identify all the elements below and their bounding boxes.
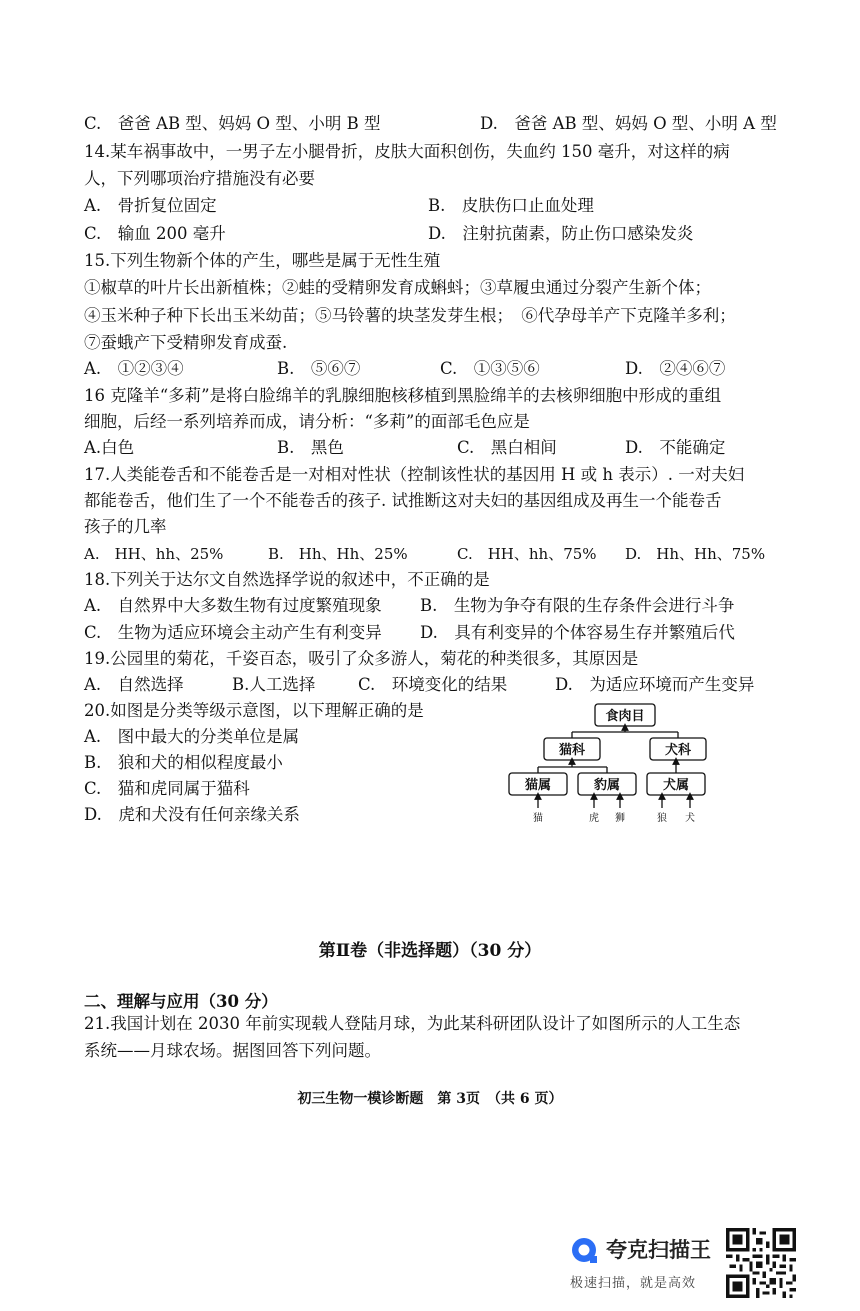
q15-stem: 15.下列生物新个体的产生，哪些是属于无性生殖 [84,251,441,270]
q20-option-a: A. 图中最大的分类单位是属 [84,727,300,746]
q16-option-d: D. 不能确定 [625,438,726,457]
label-order: 食肉目 [605,709,645,724]
label-species-cat: 猫 [533,813,543,824]
scanner-watermark [568,1234,728,1294]
qr-code-icon [726,1228,796,1298]
q17-stem-line1: 17.人类能卷舌和不能卷舌是一对相对性状（控制该性状的基因用 H 或 h 表示）. 一对夫妇 [84,465,745,484]
q15-items-line3: ⑦蚕蛾产下受精卵发育成蚕. [84,333,288,352]
classification-diagram [500,700,730,830]
q18-option-a: A. 自然界中大多数生物有过度繁殖现象 [84,596,382,615]
label-species-lion: 狮 [615,813,625,824]
q20-option-d: D. 虎和犬没有任何亲缘关系 [84,805,300,824]
q21-stem-line1: 21.我国计划在 2030 年前实现载人登陆月球，为此某科研团队设计了如图所示的人工生态 [84,1014,741,1033]
q13-option-d: D. 爸爸 AB 型、妈妈 O 型、小明 A 型 [480,114,777,133]
label-species-dog: 犬 [685,813,695,824]
q15-option-a: A. ①②③④ [84,359,184,378]
part2-title: 第Ⅱ卷（非选择题）（30 分） [318,941,542,961]
q18-option-c: C. 生物为适应环境会主动产生有利变异 [84,623,382,642]
q19-option-d: D. 为适应环境而产生变异 [555,675,755,694]
label-species-tiger: 虎 [589,813,599,824]
q13-option-c: C. 爸爸 AB 型、妈妈 O 型、小明 B 型 [84,114,381,133]
brand-name: 夸克扫描王 [606,1238,711,1262]
label-family-dog: 犬科 [664,743,692,758]
q15-items-line2: ④玉米种子种下长出玉米幼苗；⑤马铃薯的块茎发芽生根； ⑥代孕母羊产下克隆羊多利； [84,306,736,325]
section-heading: 二、理解与应用（30 分） [84,992,278,1011]
q16-stem-line2: 细胞，后经一系列培养而成，请分析：“多莉”的面部毛色应是 [84,412,530,431]
q18-option-b: B. 生物为争夺有限的生存条件会进行斗争 [420,596,735,615]
q16-option-a: A.白色 [84,438,135,457]
label-family-cat: 猫科 [558,743,586,758]
q17-option-c: C. HH、hh、75% [457,545,597,563]
label-genus-dog: 犬属 [662,778,690,793]
q17-option-d: D. Hh、Hh、75% [625,545,766,563]
q14-option-c: C. 输血 200 毫升 [84,224,226,243]
q17-option-a: A. HH、hh、25% [84,545,224,563]
brand-tagline: 极速扫描，就是高效 [570,1276,697,1291]
label-species-wolf: 狼 [657,813,667,824]
q20-stem: 20.如图是分类等级示意图，以下理解正确的是 [84,701,424,720]
q14-option-b: B. 皮肤伤口止血处理 [428,196,594,215]
q20-option-b: B. 狼和犬的相似程度最小 [84,753,283,772]
q18-option-d: D. 具有利变异的个体容易生存并繁殖后代 [420,623,735,642]
q14-option-a: A. 骨折复位固定 [84,196,217,215]
brand-logo-icon [570,1236,600,1266]
q14-option-d: D. 注射抗菌素，防止伤口感染发炎 [428,224,694,243]
q17-stem-line3: 孩子的几率 [84,517,167,536]
q15-option-c: C. ①③⑤⑥ [440,359,540,378]
q19-option-b: B.人工选择 [232,675,316,694]
q20-option-c: C. 猫和虎同属于猫科 [84,779,250,798]
q16-option-c: C. 黑白相间 [457,438,557,457]
q19-stem: 19.公园里的菊花，千姿百态，吸引了众多游人，菊花的种类很多，其原因是 [84,649,639,668]
q15-option-d: D. ②④⑥⑦ [625,359,726,378]
q15-option-b: B. ⑤⑥⑦ [277,359,361,378]
q19-option-c: C. 环境变化的结果 [358,675,508,694]
q16-stem-line1: 16 克隆羊“多莉”是将白脸绵羊的乳腺细胞核移植到黑脸绵羊的去核卵细胞中形成的重组 [84,386,722,405]
q17-stem-line2: 都能卷舌，他们生了一个不能卷舌的孩子. 试推断这对夫妇的基因组成及再生一个能卷舌 [84,491,722,510]
q14-stem-line1: 14.某车祸事故中，一男子左小腿骨折，皮肤大面积创伤，失血约 150 毫升，对这样的病 [84,142,730,161]
page-footer: 初三生物一模诊断题 第 3页 （共 6 页） [297,1091,563,1107]
q16-option-b: B. 黑色 [277,438,344,457]
q17-option-b: B. Hh、Hh、25% [268,545,408,563]
q21-stem-line2: 系统——月球农场。据图回答下列问题。 [84,1041,381,1060]
q18-stem: 18.下列关于达尔文自然选择学说的叙述中，不正确的是 [84,570,490,589]
label-genus-leopard: 豹属 [593,778,621,793]
label-genus-cat: 猫属 [524,778,552,793]
q19-option-a: A. 自然选择 [84,675,184,694]
q15-items-line1: ①椒草的叶片长出新植株；②蛙的受精卵发育成蝌蚪；③草履虫通过分裂产生新个体； [84,278,711,297]
q14-stem-line2: 人，下列哪项治疗措施没有必要 [84,169,315,188]
